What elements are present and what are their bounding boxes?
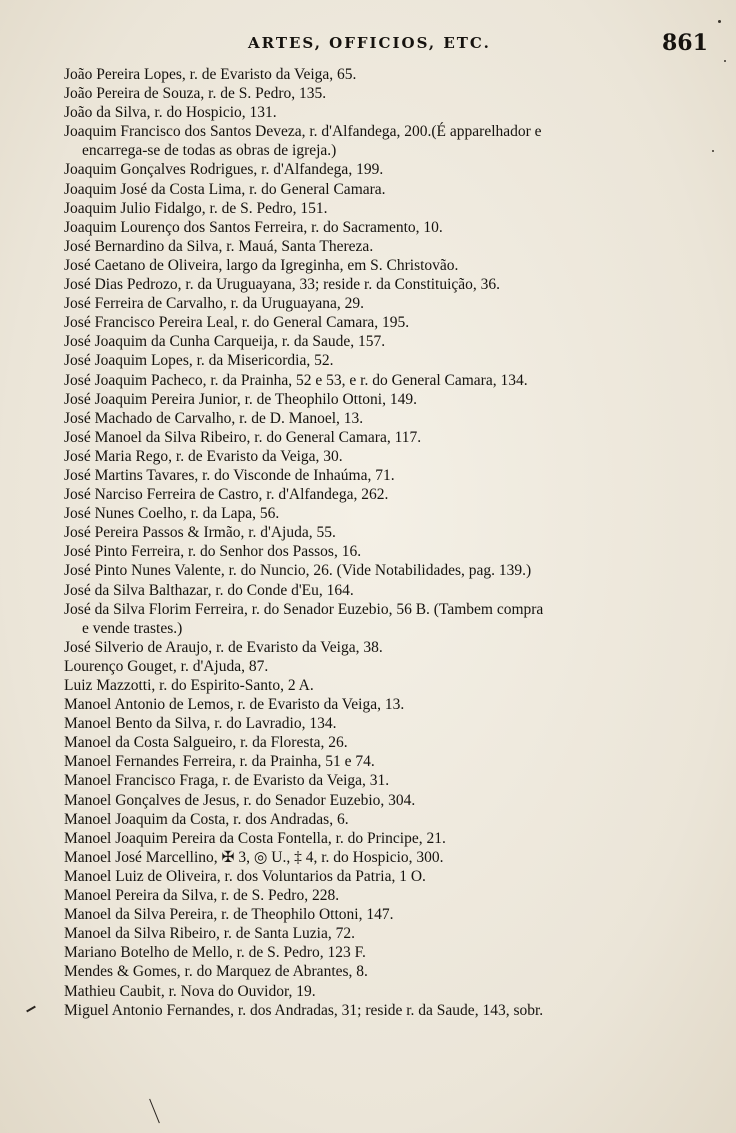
ink-speck (718, 20, 721, 23)
list-item: José Joaquim Pereira Junior, r. de Theophilo Ottoni, 149. (64, 390, 417, 408)
list-item: Mathieu Caubit, r. Nova do Ouvidor, 19. (64, 982, 316, 1000)
list-item: José Narciso Ferreira de Castro, r. d'Alfandega, 262. (64, 486, 389, 504)
list-item: José da Silva Florim Ferreira, r. do Senador Euzebio, 56 B. (Tambem compra (64, 600, 544, 618)
list-item: José Silverio de Araujo, r. de Evaristo da Veiga, 38. (64, 638, 383, 656)
section-title: ARTES, OFFICIOS, ETC. (248, 34, 491, 52)
list-item: Joaquim José da Costa Lima, r. do General Camara. (64, 180, 386, 198)
list-item: José Machado de Carvalho, r. de D. Manoel, 13. (64, 409, 364, 427)
ink-speck (712, 150, 714, 152)
list-item: Manoel Antonio de Lemos, r. de Evaristo da Veiga, 13. (64, 696, 405, 714)
list-item: Manoel Joaquim Pereira da Costa Fontella, r. do Principe, 21. (64, 829, 446, 847)
list-item: José Caetano de Oliveira, largo da Igreginha, em S. Christovão. (64, 256, 459, 274)
list-item: Manoel da Costa Salgueiro, r. da Floresta, 26. (64, 734, 348, 752)
list-item: Manoel Francisco Fraga, r. de Evaristo da Veiga, 31. (64, 772, 390, 790)
list-item: José Pinto Nunes Valente, r. do Nuncio, 26. (Vide Notabilidades, pag. 139.) (64, 562, 532, 580)
list-item: João da Silva, r. do Hospicio, 131. (64, 104, 277, 122)
list-item: José Francisco Pereira Leal, r. do General Camara, 195. (64, 314, 410, 332)
list-item: Manoel José Marcellino, ✠ 3, ◎ U., ‡ 4, r. do Hospicio, 300. (64, 848, 444, 866)
list-item: João Pereira de Souza, r. de S. Pedro, 135. (64, 85, 327, 103)
margin-stroke (149, 1099, 160, 1123)
list-item: Lourenço Gouget, r. d'Ajuda, 87. (64, 657, 269, 675)
list-item: Joaquim Lourenço dos Santos Ferreira, r. do Sacramento, 10. (64, 218, 443, 236)
list-item: Manoel Luiz de Oliveira, r. dos Voluntarios da Patria, 1 O. (64, 867, 426, 885)
list-item: José Manoel da Silva Ribeiro, r. do General Camara, 117. (64, 428, 422, 446)
list-item: José Martins Tavares, r. do Visconde de Inhaúma, 71. (64, 466, 395, 484)
list-item: Luiz Mazzotti, r. do Espirito-Santo, 2 A. (64, 677, 314, 694)
list-item: José Pinto Ferreira, r. do Senhor dos Passos, 16. (64, 543, 362, 561)
list-item: José Dias Pedrozo, r. da Uruguayana, 33; reside r. da Constituição, 36. (64, 276, 501, 294)
list-item: Mendes & Gomes, r. do Marquez de Abrantes, 8. (64, 963, 368, 981)
list-item: Manoel Joaquim da Costa, r. dos Andradas, 6. (64, 810, 349, 828)
list-item: Joaquim Julio Fidalgo, r. de S. Pedro, 151. (64, 199, 328, 217)
list-item: João Pereira Lopes, r. de Evaristo da Veiga, 65. (64, 66, 357, 83)
list-item: José Maria Rego, r. de Evaristo da Veiga, 30. (64, 447, 343, 465)
list-item-continuation: encarrega-se de todas as obras de igreja.) (82, 142, 337, 160)
list-item: José Joaquim Lopes, r. da Misericordia, 52. (64, 352, 334, 370)
page-number: 861 (662, 30, 708, 56)
list-item: Manoel Fernandes Ferreira, r. da Prainha, 51 e 74. (64, 753, 375, 771)
list-item: Manoel da Silva Pereira, r. de Theophilo Ottoni, 147. (64, 906, 394, 924)
directory-entries (64, 65, 714, 1020)
page-header (0, 30, 736, 58)
list-item: José Joaquim Pacheco, r. da Prainha, 52 e 53, e r. do General Camara, 134. (64, 371, 528, 389)
list-item: Joaquim Gonçalves Rodrigues, r. d'Alfandega, 199. (64, 161, 384, 179)
list-item: Joaquim Francisco dos Santos Deveza, r. d'Alfandega, 200.(É apparelhador e (64, 123, 542, 141)
list-item: José da Silva Balthazar, r. do Conde d'Eu, 164. (64, 581, 354, 599)
ink-speck (724, 60, 726, 62)
margin-stroke (26, 1006, 36, 1013)
list-item: Miguel Antonio Fernandes, r. dos Andradas, 31; reside r. da Saude, 143, sobr. (64, 1001, 544, 1019)
list-item: José Bernardino da Silva, r. Mauá, Santa Thereza. (64, 237, 374, 255)
list-item: Manoel Gonçalves de Jesus, r. do Senador Euzebio, 304. (64, 791, 416, 809)
list-item: Manoel Pereira da Silva, r. de S. Pedro, 228. (64, 887, 340, 905)
list-item: José Ferreira de Carvalho, r. da Uruguayana, 29. (64, 295, 364, 313)
list-item: José Pereira Passos & Irmão, r. d'Ajuda, 55. (64, 524, 336, 542)
list-item: José Joaquim da Cunha Carqueija, r. da Saude, 157. (64, 333, 386, 351)
list-item: Manoel Bento da Silva, r. do Lavradio, 134. (64, 715, 337, 733)
list-item: José Nunes Coelho, r. da Lapa, 56. (64, 505, 280, 523)
list-item: Manoel da Silva Ribeiro, r. de Santa Luzia, 72. (64, 925, 355, 943)
list-item: Mariano Botelho de Mello, r. de S. Pedro, 123 F. (64, 944, 366, 962)
list-item-continuation: e vende trastes.) (82, 619, 183, 637)
